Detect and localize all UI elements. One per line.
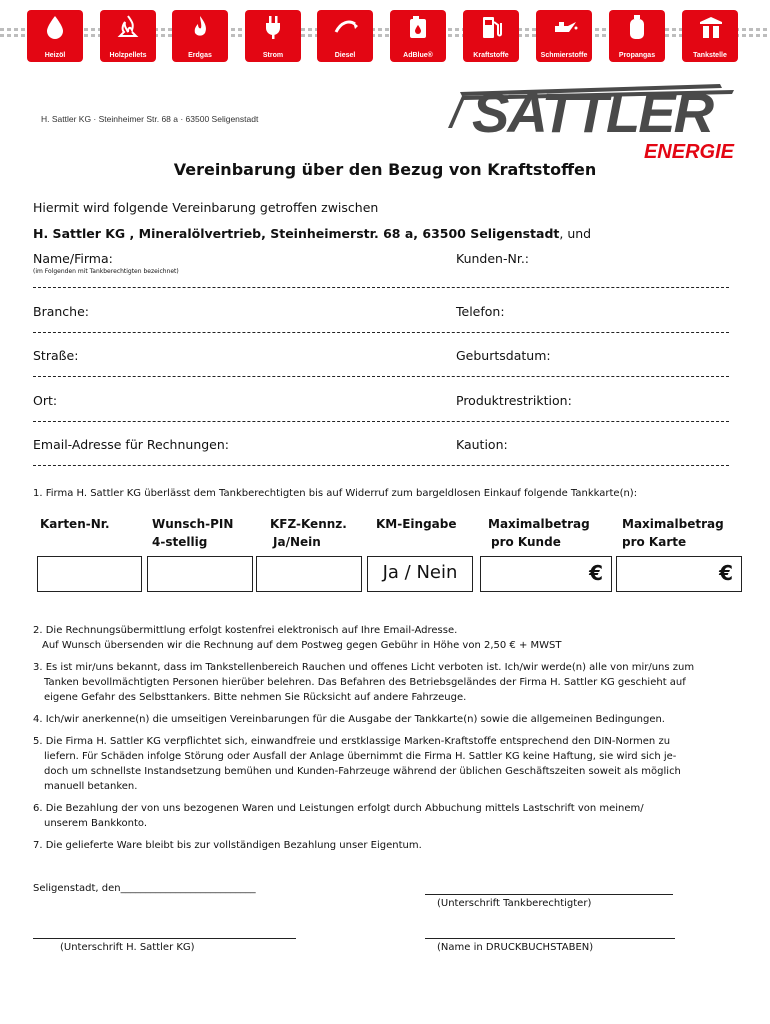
clause-5: 5. Die Firma H. Sattler KG verpflichtet sich, einwandfreie und erstklassige Marken-Kraftstoffe entsprechend den DIN-Normen zu liefern. Für Schäden infolge Störung oder Ausfall der Anlage übernimmt die Firma H. Sattler KG keine Haftung, sie wird sich je- doch um schnellste Instandsetzung bemühen und Kunden-Fahrzeuge während der üblichen Geschäftszeiten soweit als möglich manuell betanken. [33,736,681,792]
col-wunsch-pin: Wunsch-PIN 4-stellig [152,517,234,549]
col-max-kunde: Maximalbetrag pro Kunde [488,517,590,549]
input-max-kunde[interactable] [480,556,612,592]
category-heizoel: Heizöl [27,10,83,62]
field-line-name[interactable] [33,287,729,288]
euro-sign-karte: € [719,561,733,585]
wood-fire-icon [116,14,140,40]
gas-bottle-icon [625,14,649,40]
category-strom: Strom [245,10,301,62]
label-kaution: Kaution: [456,437,508,452]
field-line-branche[interactable] [33,332,729,333]
category-holzpellets: Holzpellets [100,10,156,62]
km-ja-nein: Ja / Nein [382,562,458,583]
place-date-field[interactable]: Seligenstadt, den___________________________ [33,883,256,894]
label-ort: Ort: [33,393,58,408]
input-km-eingabe[interactable] [367,556,473,592]
document-title: Vereinbarung über den Bezug von Kraftstoffen [173,160,597,179]
label-produktrestriktion: Produktrestriktion: [456,393,572,408]
flame-icon [188,14,212,40]
signature-line-tank[interactable] [425,894,673,895]
signature-line-name[interactable] [425,938,675,939]
label-geburtsdatum: Geburtsdatum: [456,348,551,363]
col-max-karte: Maximalbetrag pro Karte [622,517,724,549]
oil-can-icon [552,14,578,40]
svg-text:ENERGIE: ENERGIE [643,141,734,163]
clause-7: 7. Die gelieferte Ware bleibt bis zur vollständigen Bezahlung unser Eigentum. [33,840,422,851]
clause-3: 3. Es ist mir/uns bekannt, dass im Tankstellenbereich Rauchen und offenes Licht verboten ist. Ich/wir werde(n) alle von mir/uns zum Tanken bevollmächtigten Personen hierüber belehren. Das Befahren des Betriebsgeländes der Firma H. Sattler KG geschieht auf eigene Gefahr des Selbsttankers. Bitte nehmen Sie Rücksicht auf andere Fahrzeuge. [33,662,695,703]
party-company: H. Sattler KG , Mineralölvertrieb, Steinheimerstr. 68 a, 63500 Seligenstadt [33,226,560,241]
party-suffix: , und [559,226,592,241]
fuel-pump-icon [479,14,503,40]
sattler-logo [440,70,740,165]
category-kraftstoffe: Kraftstoffe [463,10,519,62]
field-line-email[interactable] [33,465,729,466]
input-karten-nr[interactable] [37,556,142,592]
sender-address: H. Sattler KG · Steinheimer Str. 68 a · 63500 Seligenstadt [41,114,259,124]
gas-station-icon [698,14,724,40]
label-email: Email-Adresse für Rechnungen: [33,437,229,452]
category-adblue: AdBlue® [390,10,446,62]
euro-sign-kunde: € [589,561,603,585]
clause-4: 4. Ich/wir anerkenne(n) die umseitigen Vereinbarungen für die Ausgabe der Tankkarte(n) sowie die allgemeinen Bedingungen. [33,714,665,725]
clause-2: 2. Die Rechnungsübermittlung erfolgt kostenfrei elektronisch auf Ihre Email-Adresse. Auf Wunsch übersenden wir die Rechnung auf dem Postweg gegen Gebühr in Höhe von 2,50 € + MWST [33,625,562,651]
fuel-nozzle-icon [333,14,359,40]
clause-6: 6. Die Bezahlung der von uns bezogenen Waren und Leistungen erfolgt durch Abbuchung mittels Lastschrift von meinem/ unserem Bankkonto. [33,803,644,829]
col-kfz-kennz: KFZ-Kennz. Ja/Nein [270,517,347,549]
category-erdgas: Erdgas [172,10,228,62]
input-max-karte[interactable] [616,556,742,592]
label-branche: Branche: [33,304,89,319]
name-note: (im Folgenden mit Tankberechtigten bezeichnet) [33,268,179,275]
label-strasse: Straße: [33,348,79,363]
category-tankstelle: Tankstelle [682,10,738,62]
intro-text: Hiermit wird folgende Vereinbarung getroffen zwischen [33,200,379,215]
field-line-strasse[interactable] [33,376,729,377]
category-propangas: Propangas [609,10,665,62]
oil-drop-icon [43,14,67,40]
col-km-eingabe: KM-Eingabe [376,517,457,531]
category-bar [0,0,770,70]
label-kunden-nr: Kunden-Nr.: [456,251,530,266]
category-diesel: Diesel [317,10,373,62]
category-schmierstoffe: Schmierstoffe [536,10,592,62]
svg-text:SATTLER: SATTLER [471,81,713,144]
col-karten-nr: Karten-Nr. [40,517,110,531]
plug-icon [261,14,285,40]
input-kfz-kennz[interactable] [256,556,362,592]
label-signature-sattler: (Unterschrift H. Sattler KG) [60,942,195,953]
canister-icon [406,14,430,40]
label-name-firma: Name/Firma: [33,251,113,266]
label-signature-tank: (Unterschrift Tankberechtigter) [437,898,592,909]
input-wunsch-pin[interactable] [147,556,253,592]
clause-1: 1. Firma H. Sattler KG überlässt dem Tankberechtigten bis auf Widerruf zum bargeldlosen Einkauf folgende Tankkarte(n): [33,488,638,499]
field-line-ort[interactable] [33,421,729,422]
signature-line-sattler[interactable] [33,938,296,939]
label-name-caps: (Name in DRUCKBUCHSTABEN) [437,942,594,953]
label-telefon: Telefon: [456,304,505,319]
party-line [33,226,591,241]
